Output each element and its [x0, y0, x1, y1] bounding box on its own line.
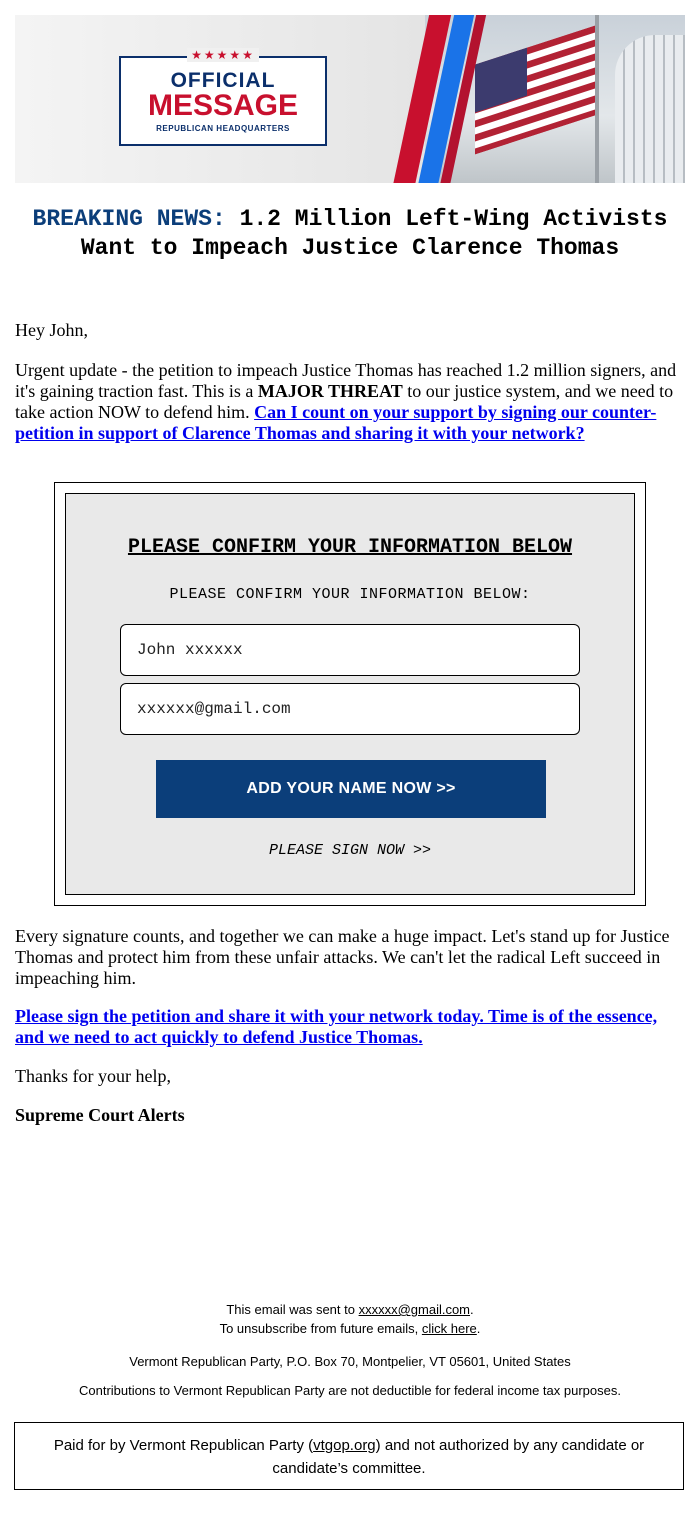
signature: Supreme Court Alerts — [15, 1105, 185, 1125]
footer-tax-note: Contributions to Vermont Republican Party are not deductible for federal income tax purposes. — [79, 1383, 621, 1398]
sign-petition-link[interactable]: Please sign the petition and share it with your network today. Time is of the essence, and we need to act quickly to defend Justice Thomas. — [15, 1006, 658, 1047]
name-field[interactable] — [120, 624, 580, 676]
official-message-logo — [119, 48, 327, 146]
sign-petition-paragraph — [15, 1006, 685, 1048]
thanks-text: Thanks for your help, — [15, 1066, 171, 1086]
headline-prefix: BREAKING NEWS: — [32, 206, 226, 232]
flagpole-image — [595, 15, 599, 183]
petition-form-container — [54, 482, 646, 906]
logo-sub-text: REPUBLICAN HEADQUARTERS — [156, 124, 290, 133]
unsubscribe-link[interactable]: click here — [421, 1321, 477, 1336]
paid-for-disclaimer: Paid for by Vermont Republican Party (vtgop.org) and not authorized by any candidate or candidate’s committee. — [14, 1422, 684, 1490]
footer-sent-to: This email was sent to xxxxxx@gmail.com. To unsubscribe from future emails, click here. — [219, 1302, 481, 1336]
intro-paragraph: Urgent update - the petition to impeach Justice Thomas has reached 1.2 million signers, and it's gaining traction fast. This is a MAJOR THREAT to our justice system, and we need to take action NOW to defend him. Can I count on your support by signing our counter-petition in support of Clarence Thomas and sharing it with your network? — [15, 360, 677, 443]
petition-form — [65, 493, 635, 895]
logo-main-text: MESSAGE — [147, 89, 299, 122]
capitol-building-image — [615, 35, 685, 183]
footer-address: Vermont Republican Party, P.O. Box 70, Montpelier, VT 05601, United States — [129, 1354, 571, 1369]
headline-text: 1.2 Million Left-Wing Activists Want to Impeach Justice Clarence Thomas — [80, 206, 668, 261]
support-petition-link[interactable]: Can I count on your support by signing our counter-petition in support of Clarence Thomas and sharing it with your network? — [15, 402, 657, 443]
header-banner — [15, 15, 685, 183]
email-field[interactable] — [120, 683, 580, 735]
headline — [20, 205, 680, 263]
form-subtitle: PLEASE CONFIRM YOUR INFORMATION BELOW: — [169, 586, 531, 603]
logo-stars-icon: ★★★★★ — [121, 48, 325, 62]
vtgop-link[interactable]: vtgop.org — [313, 1437, 376, 1454]
greeting: Hey John, — [15, 320, 88, 340]
add-your-name-button[interactable]: ADD YOUR NAME NOW >> — [156, 760, 546, 818]
please-sign-now-link[interactable]: PLEASE SIGN NOW >> — [268, 842, 432, 859]
major-threat-emphasis: MAJOR THREAT — [257, 381, 403, 401]
body-paragraph-2: Every signature counts, and together we can make a huge impact. Let's stand up for Justice Thomas and protect him from these unfair attacks. We can't let the radical Left succeed in impeaching him. — [15, 926, 670, 988]
recipient-email-link[interactable]: xxxxxx@gmail.com — [358, 1302, 471, 1317]
logo-top-text: OFFICIAL — [170, 69, 276, 92]
form-title: PLEASE CONFIRM YOUR INFORMATION BELOW — [127, 536, 573, 559]
